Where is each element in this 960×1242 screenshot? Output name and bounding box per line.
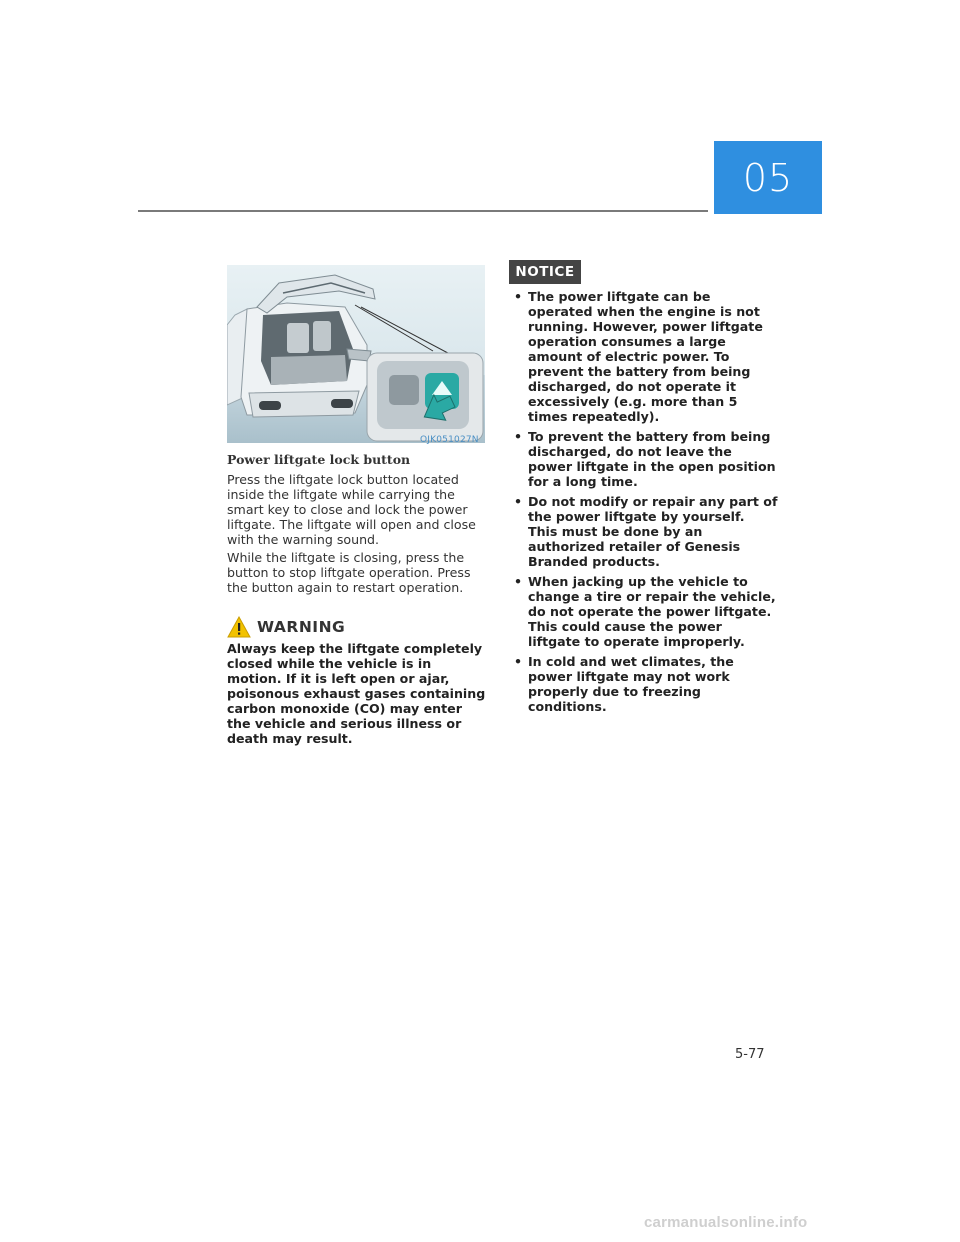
notice-badge: NOTICE [509,260,581,284]
liftgate-illustration [227,265,485,443]
bullet: • [514,429,523,444]
notice-item: • Do not modify or repair any part of the power liftgate by yourself. This must be done by an authorized retailer of Genesis Branded products. [514,494,778,569]
body-paragraph-2: While the liftgate is closing, press the button to stop liftgate operation. Press the button again to restart operation. [227,550,471,595]
warning-text: Always keep the liftgate completely closed while the vehicle is in motion. If it is left open or ajar, poisonous exhaust gases containing carbon monoxide (CO) may enter the vehicle and serious illness or death may result. [227,641,486,746]
chapter-tab [714,141,822,214]
warning-title: WARNING [257,618,346,636]
notice-item: • In cold and wet climates, the power liftgate may not work properly due to freezing conditions. [514,654,734,714]
page-number: 5-77 [735,1047,765,1062]
body-paragraph-1: Press the liftgate lock button located inside the liftgate while carrying the smart key to close and lock the power liftgate. The liftgate will open and close with the warning sound. [227,472,476,547]
figure-caption: Power liftgate lock button [227,452,411,467]
bullet: • [514,574,523,589]
figure-code: OJK051027N [420,435,479,445]
bullet: • [514,494,523,509]
notice-item: • The power liftgate can be operated when the engine is not running. However, power liftgate operation consumes a large amount of electric power. To prevent the battery from being discharged, do not operate it excessively (e.g. more than 5 times repeatedly). [514,289,763,424]
warning-triangle-icon [227,616,251,638]
watermark: carmanualsonline.info [644,1214,808,1231]
bullet: • [514,289,523,304]
bullet: • [514,654,523,669]
car-rear-liftgate-image [227,265,485,443]
notice-list [510,289,778,719]
chapter-number: 05 [742,155,794,200]
header-rule [138,210,708,212]
warning-heading [227,616,345,638]
notice-item: • To prevent the battery from being discharged, do not leave the power liftgate in the open position for a long time. [514,429,776,489]
notice-item: • When jacking up the vehicle to change a tire or repair the vehicle, do not operate the power liftgate. This could cause the power liftgate to operate improperly. [514,574,776,649]
